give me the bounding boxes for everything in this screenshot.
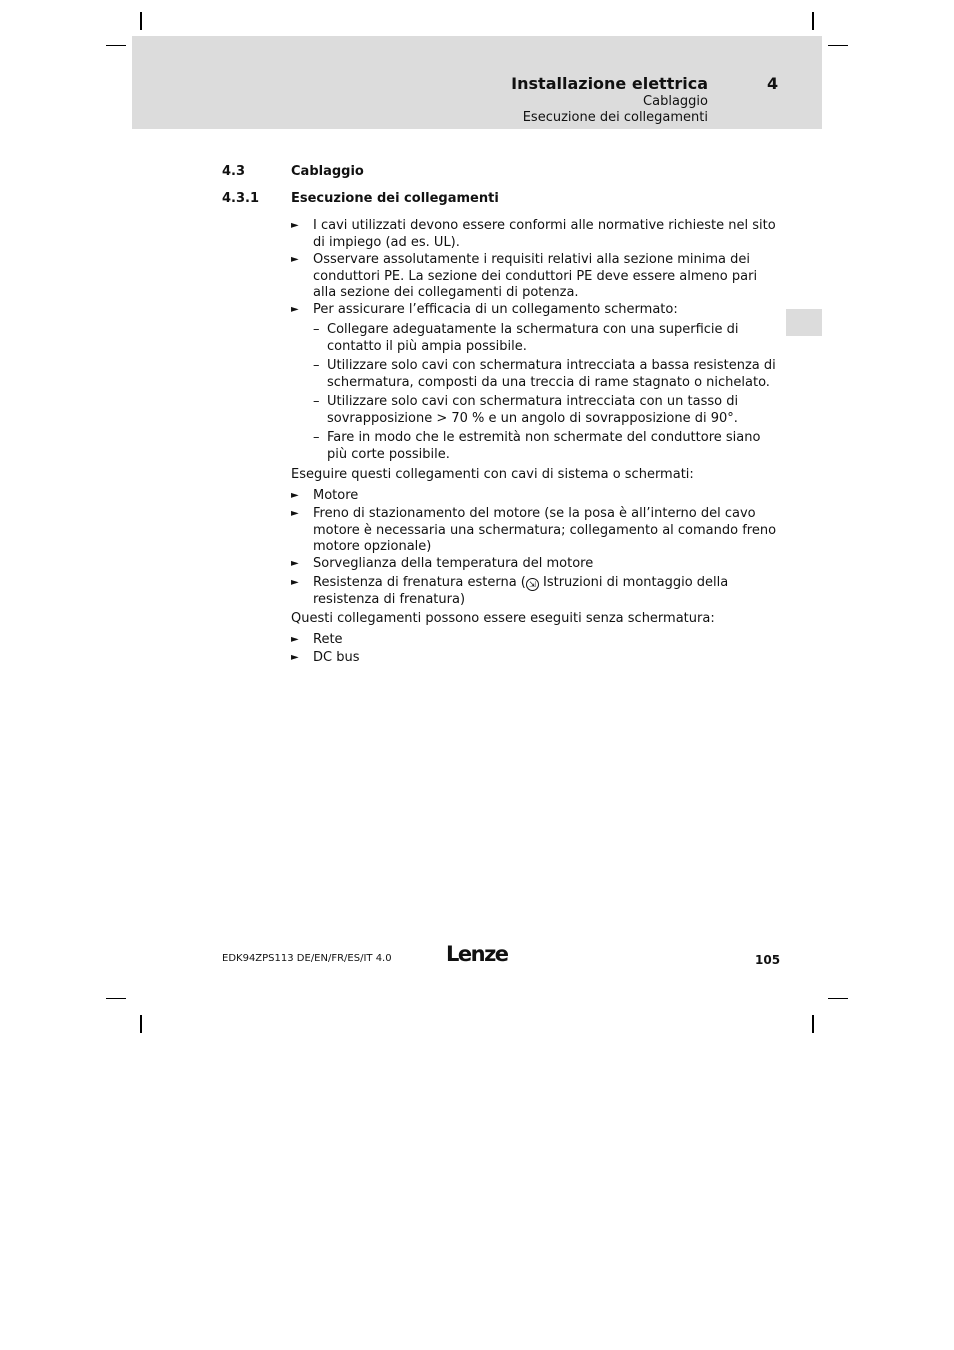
bullet-arrow-icon: ► bbox=[291, 508, 299, 519]
chapter-number: 4 bbox=[767, 74, 779, 93]
document-code: EDK94ZPS113 DE/EN/FR/ES/IT 4.0 bbox=[222, 953, 392, 964]
section-number: 4.3 bbox=[222, 164, 246, 179]
bullet-arrow-icon: ► bbox=[291, 577, 299, 588]
subsection-number: 4.3.1 bbox=[222, 191, 260, 206]
paragraph: Questi collegamenti possono essere eseguiti senza schermatura: bbox=[291, 611, 715, 626]
paragraph: Eseguire questi collegamenti con cavi di sistema o schermati: bbox=[291, 467, 694, 482]
list-item: Osservare assolutamente i requisiti relativi alla sezione minima dei conduttori PE. La sezione dei conduttori PE deve essere almeno pari alla sezione dei collegamenti di potenza. bbox=[313, 252, 758, 300]
crop-mark bbox=[140, 1015, 142, 1033]
crop-mark bbox=[812, 12, 814, 30]
header-title: Installazione elettrica bbox=[511, 74, 708, 93]
bullet-arrow-icon: ► bbox=[291, 220, 299, 231]
dash-icon: – bbox=[313, 394, 320, 409]
sub-list-item: Fare in modo che le estremità non schermate del conduttore siano più corte possibile. bbox=[327, 430, 761, 462]
bullet-arrow-icon: ► bbox=[291, 558, 299, 569]
crop-mark bbox=[106, 45, 126, 46]
list-item: DC bus bbox=[313, 650, 360, 665]
dash-icon: – bbox=[313, 358, 320, 373]
chapter-side-tab bbox=[786, 309, 822, 336]
bullet-arrow-icon: ► bbox=[291, 304, 299, 315]
list-item: Freno di stazionamento del motore (se la posa è all’interno del cavo motore è necessaria una schermatura; collegamento al comando freno motore opzionale) bbox=[313, 506, 777, 554]
sub-list-item: Utilizzare solo cavi con schermatura intrecciata con un tasso di sovrapposizione > 70 % e un angolo di sovrapposizione di 90°. bbox=[327, 394, 739, 426]
page-number: 105 bbox=[755, 953, 781, 967]
list-item bbox=[313, 575, 783, 608]
sub-list-item: Collegare adeguatamente la schermatura con una superficie di contatto il più ampia possibile. bbox=[327, 322, 739, 354]
list-item: Rete bbox=[313, 632, 343, 647]
header-band bbox=[132, 36, 822, 129]
ref-after-text: Istruzioni di montaggio della resistenza di frenatura) bbox=[313, 575, 729, 607]
sub-list-item: Utilizzare solo cavi con schermatura intrecciata a bassa resistenza di schermatura, composti da una treccia di rame stagnato o nichelato. bbox=[327, 358, 776, 390]
dash-icon: – bbox=[313, 322, 320, 337]
ref-before-text: Resistenza di frenatura esterna ( bbox=[313, 575, 526, 590]
subsection-title: Esecuzione dei collegamenti bbox=[291, 191, 499, 206]
list-item: I cavi utilizzati devono essere conformi alle normative richieste nel sito di impiego (ad es. UL). bbox=[313, 218, 776, 250]
section-title: Cablaggio bbox=[291, 164, 364, 179]
reference-book-icon: ⇲ bbox=[526, 578, 539, 591]
list-item: Sorveglianza della temperatura del motore bbox=[313, 556, 594, 571]
header-subtitle-2: Esecuzione dei collegamenti bbox=[522, 110, 708, 125]
list-item: Motore bbox=[313, 488, 359, 503]
bullet-arrow-icon: ► bbox=[291, 490, 299, 501]
lenze-logo: Lenze bbox=[446, 942, 508, 966]
list-item: Per assicurare l’efficacia di un collegamento schermato: bbox=[313, 302, 678, 317]
bullet-arrow-icon: ► bbox=[291, 652, 299, 663]
header-subtitle-1: Cablaggio bbox=[643, 94, 708, 109]
crop-mark bbox=[140, 12, 142, 30]
bullet-arrow-icon: ► bbox=[291, 254, 299, 265]
crop-mark bbox=[106, 998, 126, 999]
bullet-arrow-icon: ► bbox=[291, 634, 299, 645]
crop-mark bbox=[828, 45, 848, 46]
dash-icon: – bbox=[313, 430, 320, 445]
crop-mark bbox=[828, 998, 848, 999]
crop-mark bbox=[812, 1015, 814, 1033]
